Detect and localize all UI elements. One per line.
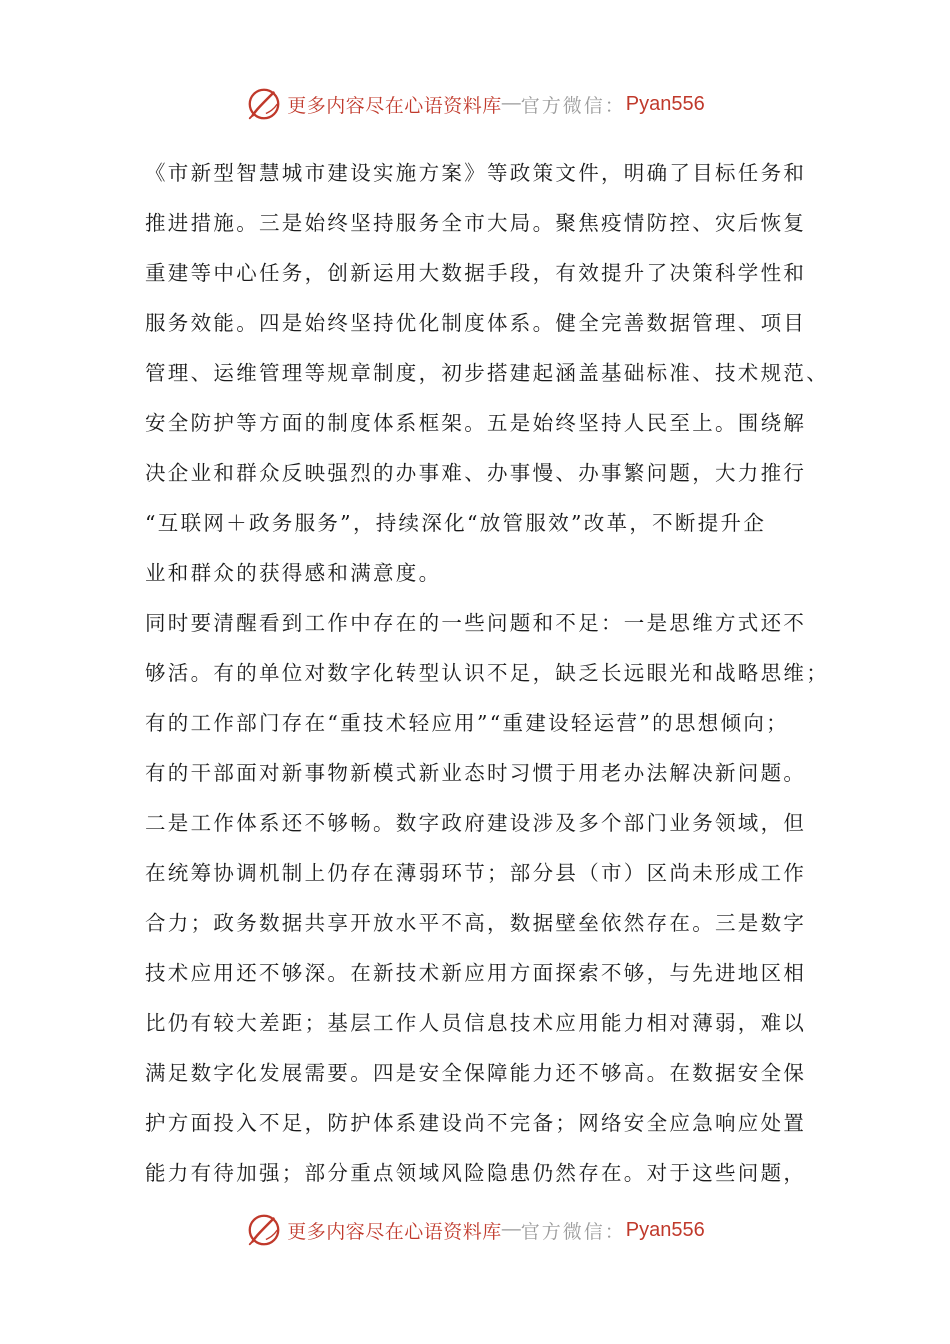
footer-wechat-id: Pyan556 [625,1218,705,1241]
body-line: 服务效能。四是始终坚持优化制度体系。健全完善数据管理、项目 [145,311,807,335]
body-line: 有的工作部门存在“重技术轻应用”“重建设轻运营”的思想倾向； [145,711,789,735]
body-line: 业和群众的获得感和满意度。 [145,561,442,585]
body-line: 护方面投入不足，防护体系建设尚不完备；网络安全应急响应处置 [145,1111,807,1135]
body-line: 管理、运维管理等规章制度，初步搭建起涵盖基础标准、技术规范、 [145,361,829,385]
footer-wechat-label: 官方微信： [520,1220,626,1243]
body-line: 重建等中心任务，创新运用大数据手段，有效提升了决策科学性和 [145,261,807,285]
body-line: “互联网＋政务服务”，持续深化“放管服效”改革，不断提升企 [145,511,767,535]
body-line: 合力；政务数据共享开放水平不高，数据壁垒依然存在。三是数字 [145,911,807,935]
body-line: 技术应用还不够深。在新技术新应用方面探索不够，与先进地区相 [145,961,807,985]
body-line: 二是工作体系还不够畅。数字政府建设涉及多个部门业务领域，但 [145,811,807,835]
footer-banner [0,1206,950,1254]
body-line: 推进措施。三是始终坚持服务全市大局。聚焦疫情防控、灾后恢复 [145,211,807,235]
header-banner [0,80,950,128]
footer-dash: — [501,1219,521,1240]
body-line: 同时要清醒看到工作中存在的一些问题和不足：一是思维方式还不 [145,611,807,635]
body-line: 能力有待加强；部分重点领域风险隐患仍然存在。对于这些问题， [145,1161,807,1185]
pen-logo-icon [245,85,283,123]
body-line: 《市新型智慧城市建设实施方案》等政策文件，明确了目标任务和 [145,161,807,185]
body-line: 满足数字化发展需要。四是安全保障能力还不够高。在数据安全保 [145,1061,807,1085]
header-dash: — [501,93,521,114]
header-brand-text: 更多内容尽在心语资料库 [287,94,502,117]
body-line: 在统筹协调机制上仍存在薄弱环节；部分县（市）区尚未形成工作 [145,861,807,885]
body-line: 安全防护等方面的制度体系框架。五是始终坚持人民至上。围绕解 [145,411,807,435]
body-line: 决企业和群众反映强烈的办事难、办事慢、办事繁问题，大力推行 [145,461,807,485]
body-line: 有的干部面对新事物新模式新业态时习惯于用老办法解决新问题。 [145,761,807,785]
body-line: 够活。有的单位对数字化转型认识不足，缺乏长远眼光和战略思维； [145,661,829,685]
pen-logo-icon [245,1211,283,1249]
body-line: 比仍有较大差距；基层工作人员信息技术应用能力相对薄弱，难以 [145,1011,807,1035]
header-wechat-id: Pyan556 [625,92,705,115]
header-wechat-label: 官方微信： [520,94,626,117]
footer-brand-text: 更多内容尽在心语资料库 [287,1220,502,1243]
document-body [145,148,829,1198]
